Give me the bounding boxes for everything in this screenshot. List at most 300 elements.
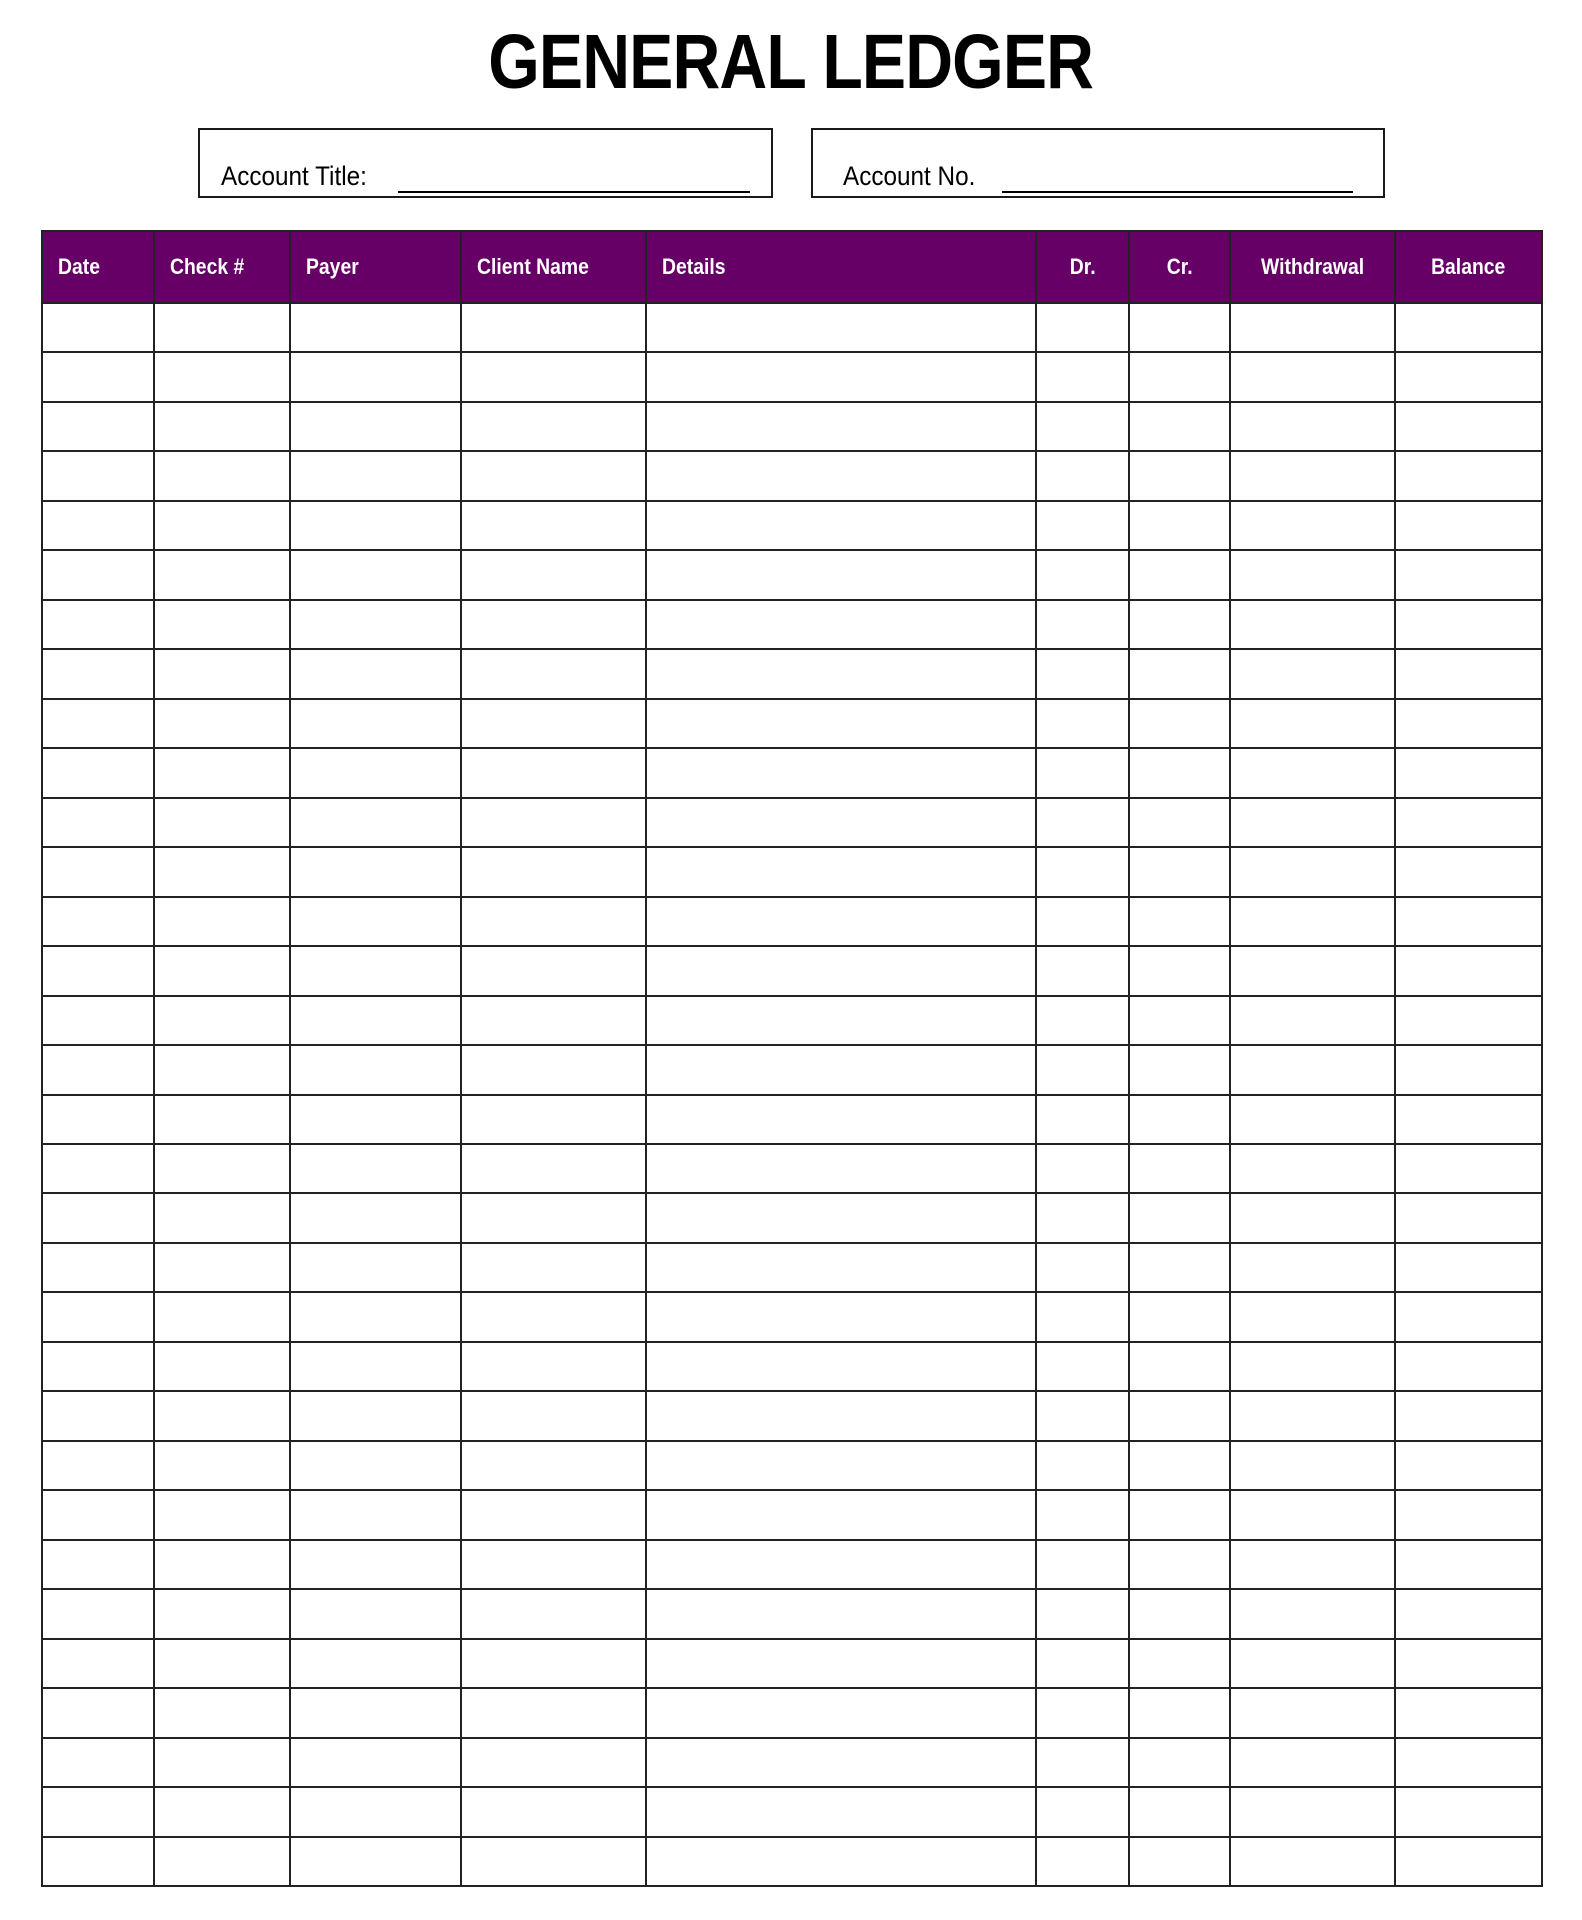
table-row (42, 1045, 1542, 1094)
cell-check[interactable] (154, 550, 290, 599)
cell-date[interactable] (42, 600, 154, 649)
cell-details[interactable] (646, 550, 1036, 599)
cell-details[interactable] (646, 451, 1036, 500)
cell-withdrawal[interactable] (1230, 1639, 1395, 1688)
cell-details[interactable] (646, 847, 1036, 896)
cell-payer[interactable] (290, 1787, 461, 1836)
cell-balance[interactable] (1395, 1490, 1542, 1539)
cell-payer[interactable] (290, 847, 461, 896)
cell-client-name[interactable] (461, 402, 646, 451)
cell-cr[interactable] (1129, 1095, 1230, 1144)
cell-withdrawal[interactable] (1230, 1144, 1395, 1193)
cell-balance[interactable] (1395, 451, 1542, 500)
cell-check[interactable] (154, 1193, 290, 1242)
cell-check[interactable] (154, 897, 290, 946)
cell-date[interactable] (42, 649, 154, 698)
cell-date[interactable] (42, 402, 154, 451)
cell-client-name[interactable] (461, 1193, 646, 1242)
cell-date[interactable] (42, 1589, 154, 1638)
cell-cr[interactable] (1129, 649, 1230, 698)
cell-cr[interactable] (1129, 1144, 1230, 1193)
cell-withdrawal[interactable] (1230, 748, 1395, 797)
cell-cr[interactable] (1129, 699, 1230, 748)
cell-dr[interactable] (1036, 1688, 1129, 1737)
cell-date[interactable] (42, 1688, 154, 1737)
cell-check[interactable] (154, 649, 290, 698)
cell-payer[interactable] (290, 1540, 461, 1589)
cell-balance[interactable] (1395, 748, 1542, 797)
cell-balance[interactable] (1395, 1540, 1542, 1589)
cell-cr[interactable] (1129, 1738, 1230, 1787)
cell-withdrawal[interactable] (1230, 897, 1395, 946)
cell-balance[interactable] (1395, 1738, 1542, 1787)
cell-balance[interactable] (1395, 1292, 1542, 1341)
cell-details[interactable] (646, 897, 1036, 946)
cell-dr[interactable] (1036, 1787, 1129, 1836)
cell-details[interactable] (646, 649, 1036, 698)
cell-balance[interactable] (1395, 699, 1542, 748)
cell-payer[interactable] (290, 600, 461, 649)
account-title-field[interactable] (398, 191, 750, 193)
cell-balance[interactable] (1395, 1787, 1542, 1836)
cell-cr[interactable] (1129, 1589, 1230, 1638)
cell-withdrawal[interactable] (1230, 1441, 1395, 1490)
cell-cr[interactable] (1129, 847, 1230, 896)
cell-payer[interactable] (290, 1837, 461, 1886)
cell-date[interactable] (42, 798, 154, 847)
cell-date[interactable] (42, 1540, 154, 1589)
cell-client-name[interactable] (461, 946, 646, 995)
cell-withdrawal[interactable] (1230, 1787, 1395, 1836)
cell-dr[interactable] (1036, 600, 1129, 649)
cell-dr[interactable] (1036, 451, 1129, 500)
cell-payer[interactable] (290, 1144, 461, 1193)
cell-withdrawal[interactable] (1230, 451, 1395, 500)
cell-client-name[interactable] (461, 1589, 646, 1638)
cell-client-name[interactable] (461, 1144, 646, 1193)
cell-cr[interactable] (1129, 1391, 1230, 1440)
cell-details[interactable] (646, 748, 1036, 797)
cell-balance[interactable] (1395, 798, 1542, 847)
table-row (42, 1589, 1542, 1638)
cell-date[interactable] (42, 1144, 154, 1193)
cell-check[interactable] (154, 1243, 290, 1292)
column-header-withdrawal: Withdrawal (1230, 231, 1395, 303)
cell-balance[interactable] (1395, 946, 1542, 995)
cell-client-name[interactable] (461, 996, 646, 1045)
cell-withdrawal[interactable] (1230, 600, 1395, 649)
cell-cr[interactable] (1129, 303, 1230, 352)
cell-check[interactable] (154, 996, 290, 1045)
cell-dr[interactable] (1036, 1540, 1129, 1589)
cell-client-name[interactable] (461, 1095, 646, 1144)
cell-balance[interactable] (1395, 1688, 1542, 1737)
cell-withdrawal[interactable] (1230, 798, 1395, 847)
cell-date[interactable] (42, 1243, 154, 1292)
cell-details[interactable] (646, 1045, 1036, 1094)
cell-withdrawal[interactable] (1230, 303, 1395, 352)
table-row (42, 798, 1542, 847)
cell-withdrawal[interactable] (1230, 847, 1395, 896)
cell-client-name[interactable] (461, 303, 646, 352)
cell-payer[interactable] (290, 748, 461, 797)
cell-withdrawal[interactable] (1230, 1342, 1395, 1391)
cell-withdrawal[interactable] (1230, 1589, 1395, 1638)
cell-balance[interactable] (1395, 402, 1542, 451)
cell-date[interactable] (42, 699, 154, 748)
cell-dr[interactable] (1036, 1193, 1129, 1242)
cell-date[interactable] (42, 1095, 154, 1144)
cell-details[interactable] (646, 1787, 1036, 1836)
cell-cr[interactable] (1129, 1540, 1230, 1589)
table-row (42, 402, 1542, 451)
cell-balance[interactable] (1395, 1193, 1542, 1242)
cell-dr[interactable] (1036, 1292, 1129, 1341)
cell-check[interactable] (154, 1688, 290, 1737)
cell-client-name[interactable] (461, 1837, 646, 1886)
cell-withdrawal[interactable] (1230, 501, 1395, 550)
cell-date[interactable] (42, 352, 154, 401)
cell-client-name[interactable] (461, 1540, 646, 1589)
cell-details[interactable] (646, 600, 1036, 649)
cell-payer[interactable] (290, 1095, 461, 1144)
cell-details[interactable] (646, 1589, 1036, 1638)
cell-payer[interactable] (290, 1342, 461, 1391)
cell-dr[interactable] (1036, 402, 1129, 451)
cell-details[interactable] (646, 1391, 1036, 1440)
cell-cr[interactable] (1129, 748, 1230, 797)
cell-client-name[interactable] (461, 550, 646, 599)
cell-payer[interactable] (290, 1490, 461, 1539)
cell-date[interactable] (42, 1391, 154, 1440)
cell-cr[interactable] (1129, 1837, 1230, 1886)
cell-withdrawal[interactable] (1230, 1490, 1395, 1539)
cell-client-name[interactable] (461, 798, 646, 847)
cell-dr[interactable] (1036, 1639, 1129, 1688)
cell-balance[interactable] (1395, 1639, 1542, 1688)
cell-dr[interactable] (1036, 550, 1129, 599)
cell-date[interactable] (42, 1342, 154, 1391)
cell-balance[interactable] (1395, 1144, 1542, 1193)
cell-check[interactable] (154, 1787, 290, 1836)
cell-cr[interactable] (1129, 1292, 1230, 1341)
cell-balance[interactable] (1395, 1095, 1542, 1144)
cell-payer[interactable] (290, 1292, 461, 1341)
cell-dr[interactable] (1036, 1144, 1129, 1193)
cell-date[interactable] (42, 303, 154, 352)
cell-payer[interactable] (290, 402, 461, 451)
cell-cr[interactable] (1129, 1045, 1230, 1094)
cell-client-name[interactable] (461, 748, 646, 797)
cell-dr[interactable] (1036, 1837, 1129, 1886)
cell-balance[interactable] (1395, 996, 1542, 1045)
cell-check[interactable] (154, 1738, 290, 1787)
cell-details[interactable] (646, 1441, 1036, 1490)
cell-date[interactable] (42, 451, 154, 500)
cell-details[interactable] (646, 402, 1036, 451)
account-number-field[interactable] (1002, 191, 1353, 193)
cell-check[interactable] (154, 1490, 290, 1539)
cell-cr[interactable] (1129, 1342, 1230, 1391)
cell-details[interactable] (646, 1490, 1036, 1539)
cell-client-name[interactable] (461, 600, 646, 649)
cell-date[interactable] (42, 897, 154, 946)
cell-details[interactable] (646, 1144, 1036, 1193)
cell-dr[interactable] (1036, 1738, 1129, 1787)
cell-dr[interactable] (1036, 1095, 1129, 1144)
cell-details[interactable] (646, 1342, 1036, 1391)
cell-date[interactable] (42, 1441, 154, 1490)
cell-withdrawal[interactable] (1230, 1095, 1395, 1144)
cell-details[interactable] (646, 1095, 1036, 1144)
cell-details[interactable] (646, 303, 1036, 352)
cell-balance[interactable] (1395, 1837, 1542, 1886)
cell-withdrawal[interactable] (1230, 1540, 1395, 1589)
cell-date[interactable] (42, 1193, 154, 1242)
cell-details[interactable] (646, 1292, 1036, 1341)
cell-dr[interactable] (1036, 1342, 1129, 1391)
cell-payer[interactable] (290, 996, 461, 1045)
cell-balance[interactable] (1395, 1243, 1542, 1292)
cell-details[interactable] (646, 1243, 1036, 1292)
cell-withdrawal[interactable] (1230, 1193, 1395, 1242)
cell-dr[interactable] (1036, 1441, 1129, 1490)
cell-payer[interactable] (290, 699, 461, 748)
cell-client-name[interactable] (461, 352, 646, 401)
cell-cr[interactable] (1129, 501, 1230, 550)
cell-dr[interactable] (1036, 946, 1129, 995)
cell-cr[interactable] (1129, 946, 1230, 995)
cell-withdrawal[interactable] (1230, 699, 1395, 748)
cell-withdrawal[interactable] (1230, 1292, 1395, 1341)
cell-payer[interactable] (290, 649, 461, 698)
cell-cr[interactable] (1129, 352, 1230, 401)
cell-details[interactable] (646, 699, 1036, 748)
cell-check[interactable] (154, 1391, 290, 1440)
cell-client-name[interactable] (461, 501, 646, 550)
cell-client-name[interactable] (461, 1243, 646, 1292)
cell-check[interactable] (154, 1639, 290, 1688)
cell-check[interactable] (154, 748, 290, 797)
cell-cr[interactable] (1129, 1787, 1230, 1836)
cell-withdrawal[interactable] (1230, 1391, 1395, 1440)
cell-date[interactable] (42, 1787, 154, 1836)
table-row (42, 451, 1542, 500)
cell-date[interactable] (42, 1292, 154, 1341)
cell-check[interactable] (154, 1045, 290, 1094)
cell-details[interactable] (646, 1688, 1036, 1737)
cell-dr[interactable] (1036, 847, 1129, 896)
cell-check[interactable] (154, 303, 290, 352)
cell-dr[interactable] (1036, 748, 1129, 797)
cell-client-name[interactable] (461, 699, 646, 748)
cell-cr[interactable] (1129, 1639, 1230, 1688)
cell-cr[interactable] (1129, 996, 1230, 1045)
cell-withdrawal[interactable] (1230, 996, 1395, 1045)
cell-date[interactable] (42, 1490, 154, 1539)
cell-details[interactable] (646, 1837, 1036, 1886)
cell-cr[interactable] (1129, 402, 1230, 451)
cell-withdrawal[interactable] (1230, 1688, 1395, 1737)
cell-details[interactable] (646, 1540, 1036, 1589)
cell-withdrawal[interactable] (1230, 402, 1395, 451)
cell-dr[interactable] (1036, 649, 1129, 698)
cell-withdrawal[interactable] (1230, 550, 1395, 599)
cell-details[interactable] (646, 946, 1036, 995)
cell-payer[interactable] (290, 1243, 461, 1292)
cell-cr[interactable] (1129, 550, 1230, 599)
cell-cr[interactable] (1129, 1193, 1230, 1242)
cell-check[interactable] (154, 1837, 290, 1886)
cell-balance[interactable] (1395, 847, 1542, 896)
cell-client-name[interactable] (461, 1342, 646, 1391)
cell-withdrawal[interactable] (1230, 1837, 1395, 1886)
cell-cr[interactable] (1129, 1441, 1230, 1490)
cell-cr[interactable] (1129, 798, 1230, 847)
cell-details[interactable] (646, 1193, 1036, 1242)
cell-check[interactable] (154, 946, 290, 995)
cell-cr[interactable] (1129, 1490, 1230, 1539)
cell-date[interactable] (42, 996, 154, 1045)
cell-check[interactable] (154, 1095, 290, 1144)
cell-balance[interactable] (1395, 897, 1542, 946)
cell-payer[interactable] (290, 352, 461, 401)
cell-client-name[interactable] (461, 897, 646, 946)
table-row (42, 1342, 1542, 1391)
cell-check[interactable] (154, 1441, 290, 1490)
cell-payer[interactable] (290, 303, 461, 352)
cell-balance[interactable] (1395, 1391, 1542, 1440)
cell-check[interactable] (154, 1292, 290, 1341)
cell-check[interactable] (154, 1342, 290, 1391)
cell-date[interactable] (42, 946, 154, 995)
cell-client-name[interactable] (461, 1292, 646, 1341)
cell-dr[interactable] (1036, 1589, 1129, 1638)
cell-date[interactable] (42, 1738, 154, 1787)
cell-check[interactable] (154, 798, 290, 847)
cell-details[interactable] (646, 1639, 1036, 1688)
cell-payer[interactable] (290, 897, 461, 946)
cell-check[interactable] (154, 1540, 290, 1589)
cell-withdrawal[interactable] (1230, 1738, 1395, 1787)
cell-client-name[interactable] (461, 1490, 646, 1539)
cell-dr[interactable] (1036, 501, 1129, 550)
cell-client-name[interactable] (461, 1787, 646, 1836)
cell-client-name[interactable] (461, 649, 646, 698)
cell-balance[interactable] (1395, 1342, 1542, 1391)
ledger-table (41, 230, 1543, 1887)
cell-balance[interactable] (1395, 649, 1542, 698)
cell-withdrawal[interactable] (1230, 352, 1395, 401)
cell-payer[interactable] (290, 451, 461, 500)
cell-details[interactable] (646, 1738, 1036, 1787)
cell-dr[interactable] (1036, 897, 1129, 946)
cell-check[interactable] (154, 699, 290, 748)
cell-payer[interactable] (290, 1193, 461, 1242)
cell-payer[interactable] (290, 1639, 461, 1688)
cell-client-name[interactable] (461, 1045, 646, 1094)
cell-balance[interactable] (1395, 303, 1542, 352)
cell-dr[interactable] (1036, 352, 1129, 401)
cell-payer[interactable] (290, 1589, 461, 1638)
cell-check[interactable] (154, 402, 290, 451)
cell-date[interactable] (42, 501, 154, 550)
cell-withdrawal[interactable] (1230, 1045, 1395, 1094)
cell-cr[interactable] (1129, 600, 1230, 649)
cell-client-name[interactable] (461, 451, 646, 500)
cell-dr[interactable] (1036, 1243, 1129, 1292)
cell-dr[interactable] (1036, 1045, 1129, 1094)
cell-cr[interactable] (1129, 1688, 1230, 1737)
cell-dr[interactable] (1036, 798, 1129, 847)
cell-payer[interactable] (290, 1441, 461, 1490)
cell-balance[interactable] (1395, 600, 1542, 649)
cell-date[interactable] (42, 847, 154, 896)
cell-cr[interactable] (1129, 897, 1230, 946)
cell-details[interactable] (646, 798, 1036, 847)
cell-withdrawal[interactable] (1230, 946, 1395, 995)
cell-check[interactable] (154, 600, 290, 649)
cell-payer[interactable] (290, 550, 461, 599)
cell-check[interactable] (154, 352, 290, 401)
cell-date[interactable] (42, 1639, 154, 1688)
cell-check[interactable] (154, 451, 290, 500)
cell-payer[interactable] (290, 501, 461, 550)
cell-check[interactable] (154, 847, 290, 896)
cell-client-name[interactable] (461, 1391, 646, 1440)
cell-client-name[interactable] (461, 1441, 646, 1490)
cell-client-name[interactable] (461, 1738, 646, 1787)
cell-client-name[interactable] (461, 1639, 646, 1688)
cell-cr[interactable] (1129, 451, 1230, 500)
cell-withdrawal[interactable] (1230, 649, 1395, 698)
cell-date[interactable] (42, 1837, 154, 1886)
cell-balance[interactable] (1395, 550, 1542, 599)
cell-payer[interactable] (290, 1391, 461, 1440)
cell-date[interactable] (42, 550, 154, 599)
cell-payer[interactable] (290, 1045, 461, 1094)
cell-dr[interactable] (1036, 1490, 1129, 1539)
cell-details[interactable] (646, 501, 1036, 550)
cell-client-name[interactable] (461, 1688, 646, 1737)
cell-payer[interactable] (290, 798, 461, 847)
cell-balance[interactable] (1395, 352, 1542, 401)
account-number-label: Account No. (843, 161, 976, 191)
cell-check[interactable] (154, 1144, 290, 1193)
cell-balance[interactable] (1395, 1589, 1542, 1638)
cell-dr[interactable] (1036, 996, 1129, 1045)
cell-cr[interactable] (1129, 1243, 1230, 1292)
cell-payer[interactable] (290, 946, 461, 995)
cell-payer[interactable] (290, 1688, 461, 1737)
cell-details[interactable] (646, 352, 1036, 401)
cell-check[interactable] (154, 501, 290, 550)
cell-balance[interactable] (1395, 501, 1542, 550)
cell-withdrawal[interactable] (1230, 1243, 1395, 1292)
cell-details[interactable] (646, 996, 1036, 1045)
cell-client-name[interactable] (461, 847, 646, 896)
cell-date[interactable] (42, 1045, 154, 1094)
cell-payer[interactable] (290, 1738, 461, 1787)
cell-balance[interactable] (1395, 1045, 1542, 1094)
cell-dr[interactable] (1036, 1391, 1129, 1440)
table-row (42, 1391, 1542, 1440)
cell-balance[interactable] (1395, 1441, 1542, 1490)
cell-dr[interactable] (1036, 699, 1129, 748)
cell-check[interactable] (154, 1589, 290, 1638)
cell-date[interactable] (42, 748, 154, 797)
cell-dr[interactable] (1036, 303, 1129, 352)
